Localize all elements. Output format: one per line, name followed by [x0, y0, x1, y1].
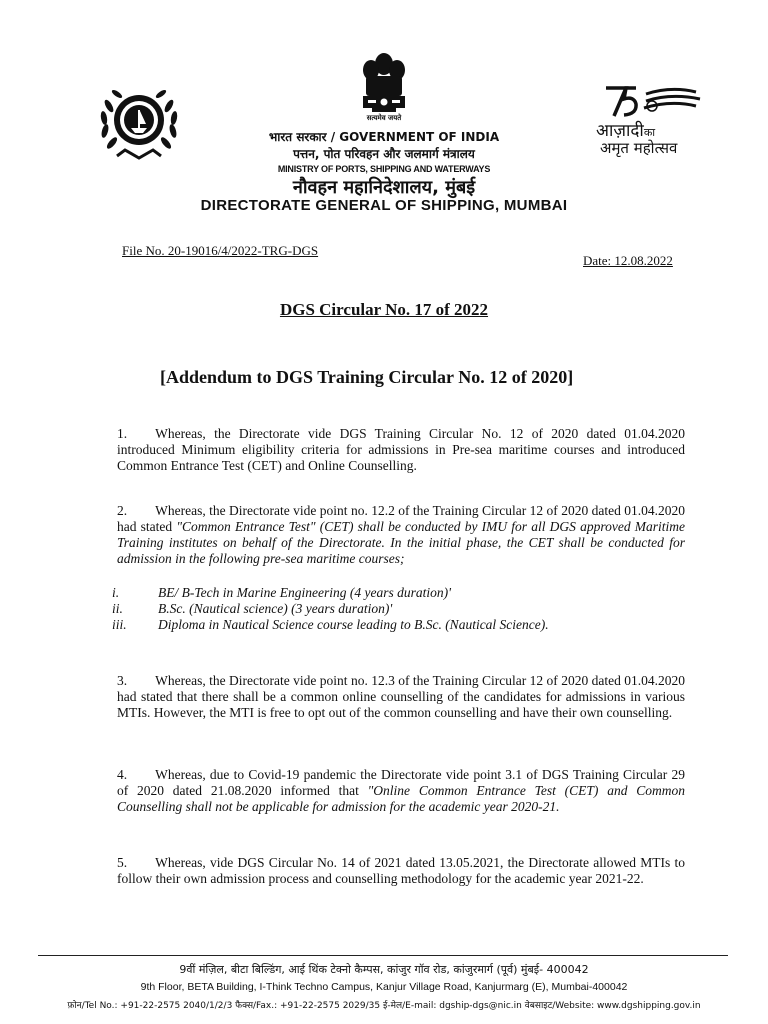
paragraph-number: 2. [117, 503, 128, 518]
quoted-text: "Online Common Entrance Test (CET) and Common Counselling shall not be applicable for admission for the academic year 2020-21. [117, 783, 685, 814]
list-item-text: B.Sc. (Nautical science) (3 years duration)' [158, 601, 393, 616]
footer-address-hindi: 9वीं मंज़िल, बीटा बिल्डिंग, आई थिंक टेक्नो कैम्पस, कांजुर गॉव रोड, कांजुरमार्ग (पूर्व) मुंबई- 400042 [179, 963, 589, 976]
paragraph-number: 4. [117, 767, 128, 782]
list-item-number: i. [112, 585, 120, 600]
list-item-text: Diploma in Nautical Science course leading to B.Sc. (Nautical Science). [158, 617, 549, 632]
list-item-text: BE/ B-Tech in Marine Engineering (4 years duration)' [158, 585, 451, 600]
azadi-ka-text: का [643, 126, 656, 139]
paragraph-4 [117, 767, 685, 815]
paragraph-3 [117, 673, 685, 721]
paragraph-number: 5. [117, 855, 128, 870]
paragraph-text: Whereas, due to Covid-19 pandemic the Directorate vide point 3.1 of DGS Training Circular 29 of 2020 dated 21.08.2020 informed that [117, 767, 685, 798]
paragraph-text: Whereas, vide DGS Circular No. 14 of 2021 dated 13.05.2021, the Directorate allowed MTIs to follow their own admission process and counselling methodology for the academic year 2021-22. [117, 855, 685, 886]
circular-subtitle: [Addendum to DGS Training Circular No. 12 of 2020] [160, 367, 574, 387]
seventy-five-mark [596, 82, 716, 122]
course-list [112, 585, 692, 633]
paragraph-text: Whereas, the Directorate vide point no. 12.2 of the Training Circular 12 of 2020 dated 01.04.2020 had stated [117, 503, 685, 534]
paragraph-number: 3. [117, 673, 128, 688]
azadi-text: आज़ादी [596, 121, 644, 141]
circular-title: DGS Circular No. 17 of 2022 [279, 300, 489, 319]
list-item [112, 617, 692, 633]
national-emblem [358, 48, 410, 126]
emblem-motto: सत्यमेव जयते [366, 114, 402, 122]
paragraph-number: 1. [117, 426, 128, 441]
paragraph-1 [117, 426, 685, 474]
paragraph-5 [117, 855, 685, 887]
header-directorate-hindi: नौवहन महानिदेशालय, मुंबई [292, 177, 476, 198]
header-ministry-hindi: पत्तन, पोत परिवहन और जलमार्ग मंत्रालय [293, 147, 475, 161]
footer-divider [38, 955, 728, 956]
footer-address-english: 9th Floor, BETA Building, I-Think Techno Campus, Kanjur Village Road, Kanjurmarg (E), Mumbai-400042 [140, 981, 628, 993]
circular-date: Date: 12.08.2022 [583, 253, 673, 268]
paragraph-2 [117, 503, 685, 567]
footer-contact: फ़ोन/Tel No.: +91-22-2575 2040/1/2/3 फैक्स/Fax.: +91-22-2575 2029/35 ई-मेल/E-mail: dgship-dgs@nic.in वेबसाइट/Website: www.dgshipping.gov.in [67, 1001, 701, 1011]
header-directorate-english: DIRECTORATE GENERAL OF SHIPPING, MUMBAI [200, 197, 568, 214]
paragraph-text: Whereas, the Directorate vide DGS Training Circular No. 12 of 2020 dated 01.04.2020 introduced Minimum eligibility criteria for admissions in Pre-sea maritime courses and introduced Common Entrance Test (CET) and Online Counselling. [117, 426, 685, 473]
list-item-number: ii. [112, 601, 123, 616]
header-ministry-english: MINISTRY OF PORTS, SHIPPING AND WATERWAYS [277, 164, 491, 174]
list-item [112, 585, 692, 601]
quoted-text: "Common Entrance Test" (CET) shall be conducted by IMU for all DGS approved Maritime Training institutes on behalf of the Directorate. In the initial phase, the CET shall be conducted for admission in the following pre-sea maritime courses; [117, 519, 686, 566]
amrit-mahotsav-text: अमृत महोत्सव [600, 139, 678, 157]
list-item [112, 601, 692, 617]
paragraph-text: Whereas, the Directorate vide point no. 12.3 of the Training Circular 12 of 2020 dated 01.04.2020 had stated that there shall be a common online counselling of the candidates for admissions in various MTIs. However, the MTI is free to opt out of the common counselling and have their own counselling. [117, 673, 685, 720]
list-item-number: iii. [112, 617, 127, 632]
file-number: File No. 20-19016/4/2022-TRG-DGS [122, 243, 319, 258]
header-government-of-india: भारत सरकार / GOVERNMENT OF INDIA [268, 130, 500, 144]
